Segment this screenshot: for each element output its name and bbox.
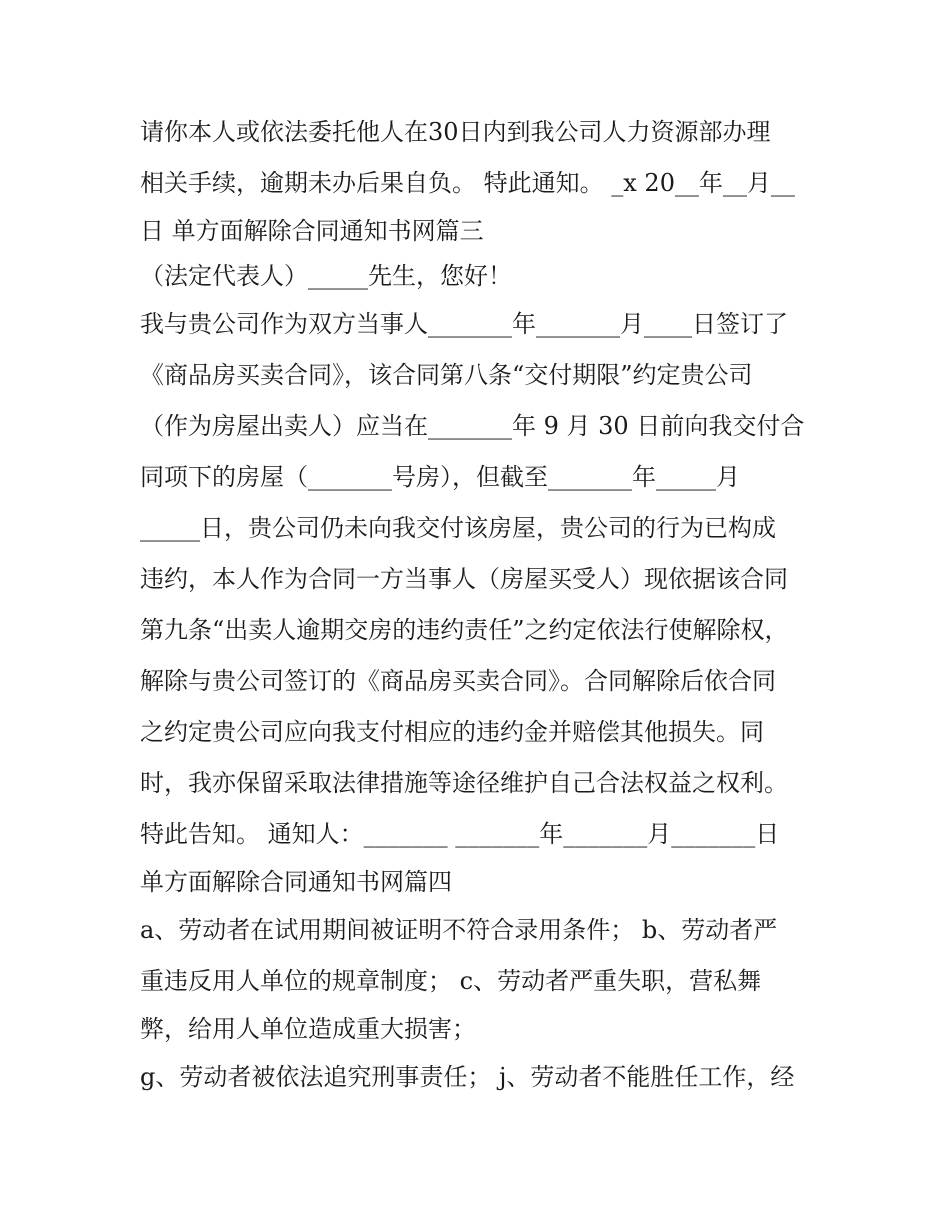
text-line: _____日，贵公司仍未向我交付该房屋，贵公司的行为已构成 xyxy=(140,514,776,542)
salutation-line: （法定代表人）_____先生，您好！ xyxy=(140,262,512,290)
text-line: g、劳动者被依法追究刑事责任； j、劳动者不能胜任工作，经 xyxy=(140,1063,795,1091)
text-line: 《商品房买卖合同》，该合同第八条“交付期限”约定贵公司 xyxy=(140,361,753,389)
text-line: 解除与贵公司签订的《商品房买卖合同》。合同解除后依合同 xyxy=(140,667,776,695)
section-heading-4: 单方面解除合同通知书网篇四 xyxy=(140,868,452,896)
text-line: （作为房屋出卖人）应当在_______年 9 月 30 日前向我交付合 xyxy=(140,412,805,440)
text-line: 重违反用人单位的规章制度； c、劳动者严重失职，营私舞 xyxy=(140,967,762,995)
text-line: 相关手续，逾期未办后果自负。 特此通知。 _x 20__年__月__ xyxy=(140,169,795,197)
text-line: 之约定贵公司应向我支付相应的违约金并赔偿其他损失。同 xyxy=(140,718,764,746)
text-line: 第九条“出卖人逾期交房的违约责任”之约定依法行使解除权， xyxy=(140,616,789,644)
text-line: a、劳动者在试用期间被证明不符合录用条件； b、劳动者严 xyxy=(140,916,778,944)
text-line: 弊，给用人单位造成重大损害； xyxy=(140,1015,476,1043)
text-line: 时，我亦保留采取法律措施等途径维护自己合法权益之权利。 xyxy=(140,769,788,797)
document-body xyxy=(140,107,820,1103)
section-heading-3: 日 单方面解除合同通知书网篇三 xyxy=(140,217,484,245)
text-line: 请你本人或依法委托他人在30日内到我公司人力资源部办理 xyxy=(140,118,771,146)
text-line: 我与贵公司作为双方当事人_______年_______月____日签订了 xyxy=(140,310,788,338)
text-line: 同项下的房屋（_______号房），但截至_______年_____月 xyxy=(140,463,740,491)
text-line: 违约，本人作为合同一方当事人（房屋买受人）现依据该合同 xyxy=(140,565,788,593)
signature-line: 特此告知。 通知人：_______ _______年_______月_______日 xyxy=(140,820,780,848)
